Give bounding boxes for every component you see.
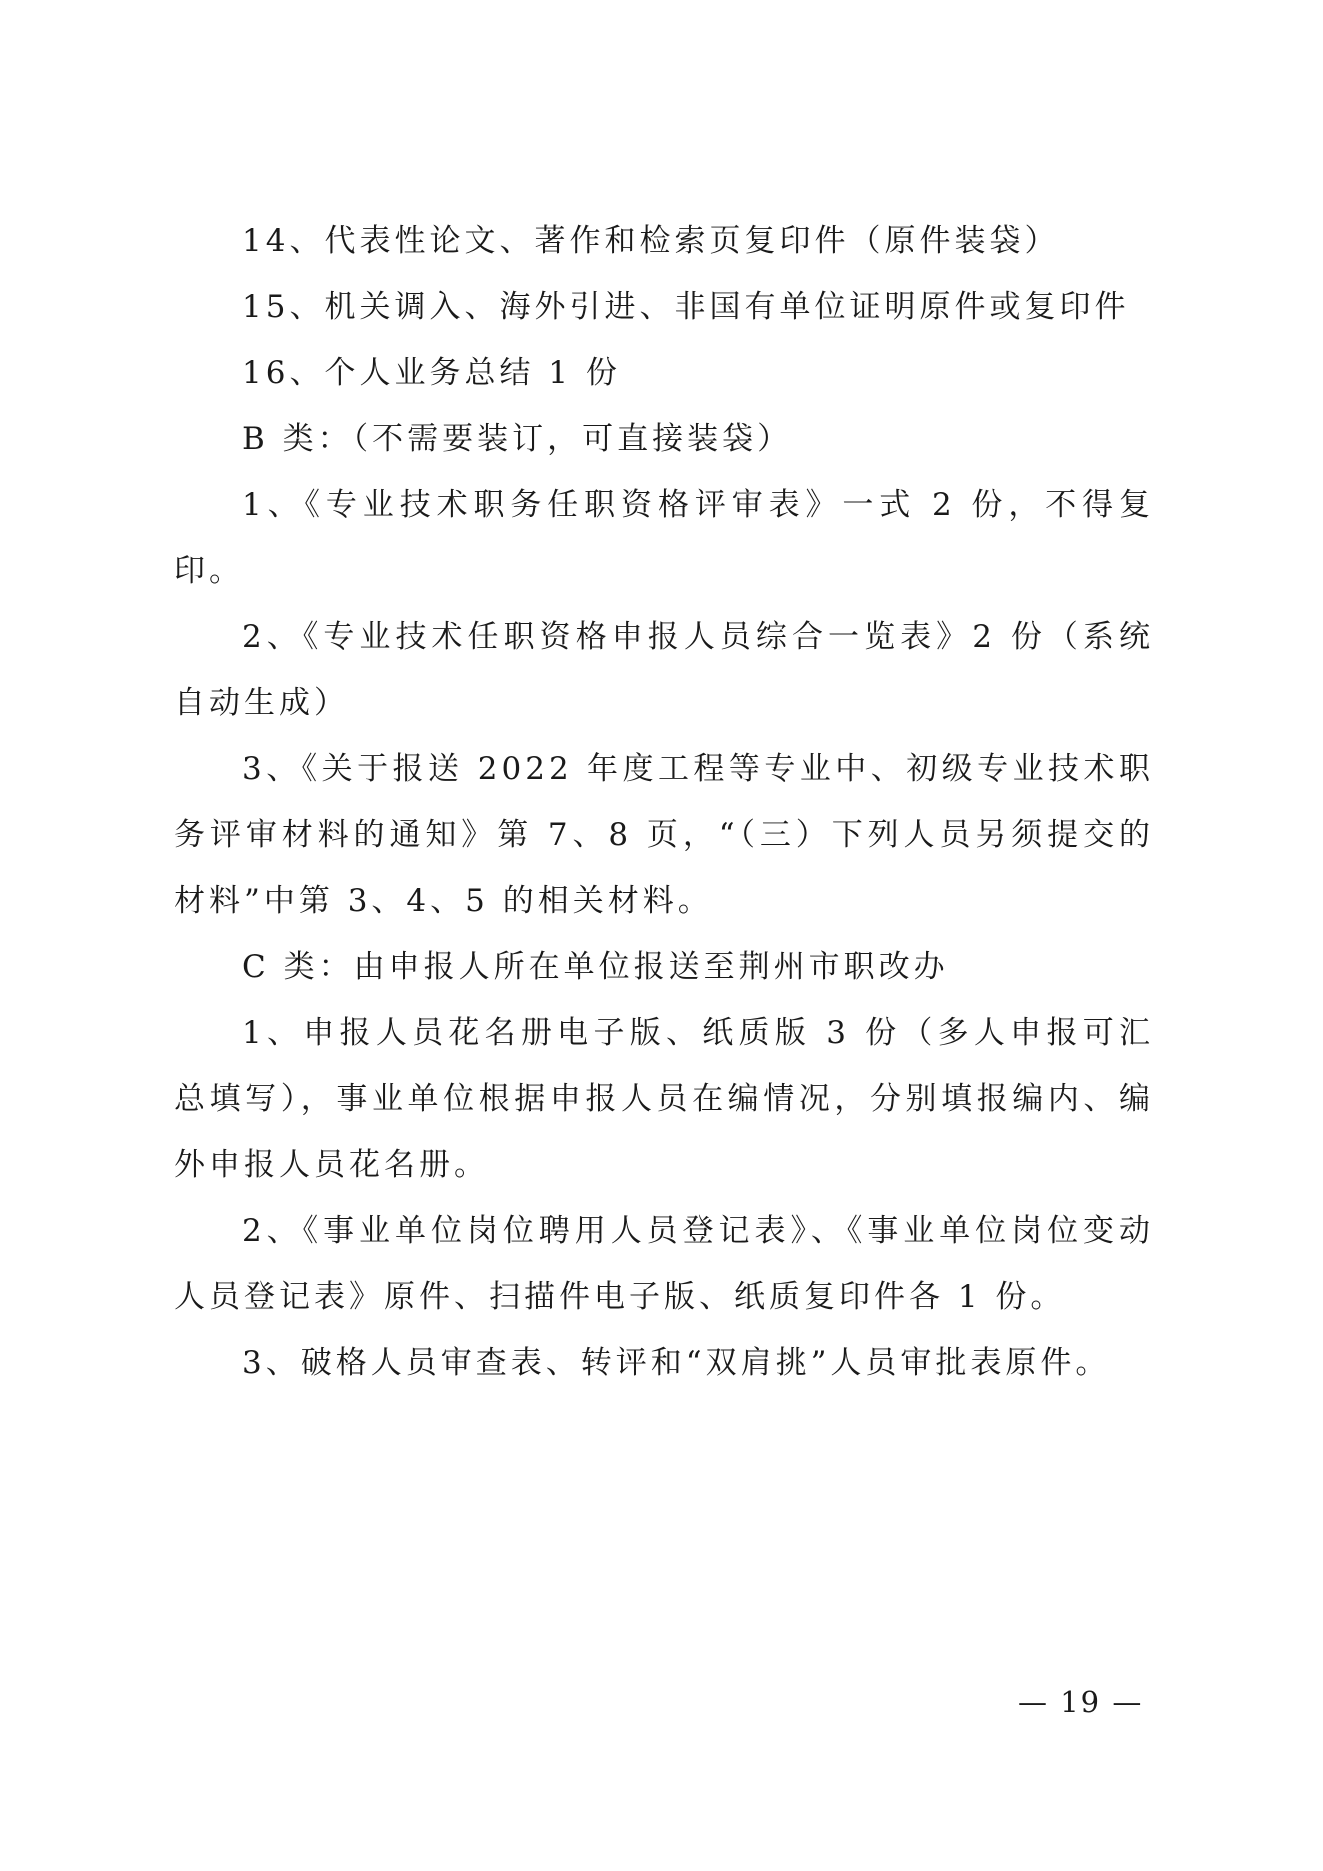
paragraph-item-15: 15、机关调入、海外引进、非国有单位证明原件或复印件 [242, 289, 1130, 325]
section-heading-c: C 类：由申报人所在单位报送至荆州市职改办 [242, 949, 949, 985]
paragraph-b-item-3: 3、《关于报送 2022 年度工程等专业中、初级专业技术职务评审材料的通知》第 7、8 页，“（三）下列人员另须提交的材料”中第 3、4、5 的相关材料。 [174, 751, 1154, 919]
paragraph-item-16: 16、个人业务总结 1 份 [242, 355, 621, 391]
paragraph-b-item-1: 1、《专业技术职务任职资格评审表》一式 2 份，不得复印。 [174, 487, 1154, 589]
paragraph-c-item-1: 1、申报人员花名册电子版、纸质版 3 份（多人申报可汇总填写），事业单位根据申报人员在编情况，分别填报编内、编外申报人员花名册。 [174, 1015, 1154, 1183]
paragraph-c-item-2: 2、《事业单位岗位聘用人员登记表》、《事业单位岗位变动人员登记表》原件、扫描件电子版、纸质复印件各 1 份。 [174, 1213, 1154, 1315]
page-number: — 19 — [1018, 1685, 1144, 1719]
paragraph-b-item-2: 2、《专业技术任职资格申报人员综合一览表》2 份（系统自动生成） [174, 619, 1154, 721]
document-body [174, 208, 1154, 1396]
section-heading-b: B 类：（不需要装订，可直接装袋） [242, 421, 793, 457]
paragraph-c-item-3: 3、破格人员审查表、转评和“双肩挑”人员审批表原件。 [242, 1345, 1111, 1381]
paragraph-item-14: 14、代表性论文、著作和检索页复印件（原件装袋） [242, 223, 1060, 259]
